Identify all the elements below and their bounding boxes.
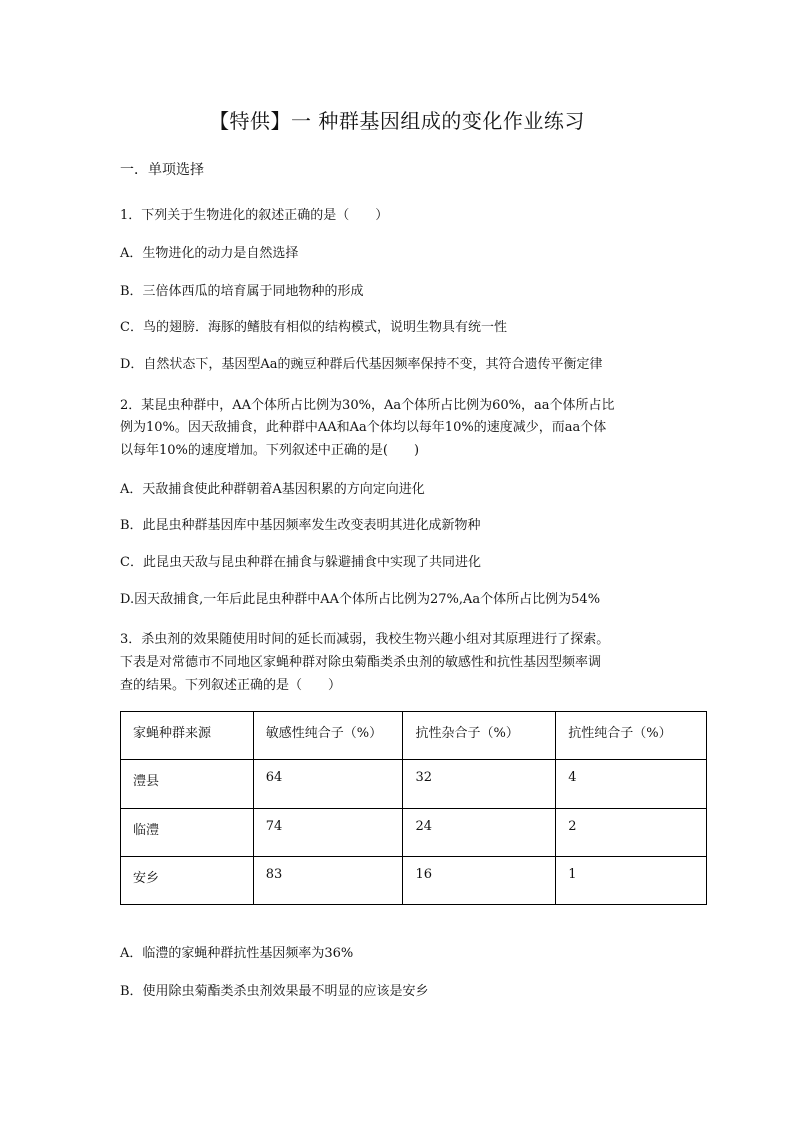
q2-option-c: C．此昆虫天敌与昆虫种群在捕食与躲避捕食中实现了共同进化 <box>120 555 481 570</box>
table-cell: 74 <box>253 809 403 857</box>
q2-option-a: A．天敌捕食使此种群朝着A基因积累的方向定向进化 <box>120 482 425 497</box>
q1-option-c: C．鸟的翅膀．海豚的鳍肢有相似的结构模式，说明生物具有统一性 <box>120 320 507 335</box>
table-row <box>121 809 707 857</box>
q3-option-b: B．使用除虫菊酯类杀虫剂效果最不明显的应该是安乡 <box>120 984 429 999</box>
table-cell: 1 <box>556 857 707 905</box>
q2-option-b: B．此昆虫种群基因库中基因频率发生改变表明其进化成新物种 <box>120 518 481 533</box>
table-cell: 32 <box>403 760 556 809</box>
table-cell: 澧县 <box>121 760 254 809</box>
table-cell: 安乡 <box>121 857 254 905</box>
q3-stem-line-1: 3．杀虫剂的效果随使用时间的延长而减弱，我校生物兴趣小组对其原理进行了探索。 <box>120 632 610 647</box>
table-cell: 24 <box>403 809 556 857</box>
table-cell: 64 <box>253 760 403 809</box>
q3-stem-line-3: 查的结果。下列叙述正确的是（ ） <box>120 678 342 693</box>
q2-stem-line-1: 2．某昆虫种群中，AA个体所占比例为30%，Aa个体所占比例为60%，aa个体所占比 <box>120 398 615 413</box>
q3-stem-line-2: 下表是对常德市不同地区家蝇种群对除虫菊酯类杀虫剂的敏感性和抗性基因型频率调 <box>120 655 602 670</box>
table-cell: 83 <box>253 857 403 905</box>
section-heading: 一．单项选择 <box>120 162 204 178</box>
data-table <box>120 711 707 905</box>
table-cell: 16 <box>403 857 556 905</box>
q1-stem: 1．下列关于生物进化的叙述正确的是（ ） <box>120 208 389 223</box>
q3-option-a: A．临澧的家蝇种群抗性基因频率为36% <box>120 946 354 961</box>
q2-stem-line-3: 以每年10%的速度增加。下列叙述中正确的是( ) <box>120 443 420 458</box>
table-cell: 临澧 <box>121 809 254 857</box>
table-header-row <box>121 712 707 760</box>
table-row <box>121 760 707 809</box>
q2-stem-line-2: 例为10%。因天敌捕食，此种群中AA和Aa个体均以每年10%的速度减少，而aa个体 <box>120 420 607 435</box>
page-title: 【特供】一 种群基因组成的变化作业练习 <box>209 109 585 133</box>
table-header-cell: 敏感性纯合子（%） <box>253 712 403 760</box>
table-cell: 4 <box>556 760 707 809</box>
table-row <box>121 857 707 905</box>
q1-option-d: D．自然状态下，基因型Aa的豌豆种群后代基因频率保持不变，其符合遗传平衡定律 <box>120 357 603 372</box>
table-header-cell: 抗性杂合子（%） <box>403 712 556 760</box>
table-header-cell: 抗性纯合子（%） <box>556 712 707 760</box>
q1-option-b: B．三倍体西瓜的培育属于同地物种的形成 <box>120 284 364 299</box>
q1-option-a: A．生物进化的动力是自然选择 <box>120 246 299 261</box>
q2-option-d: D.因天敌捕食,一年后此昆虫种群中AA个体所占比例为27%,Aa个体所占比例为54% <box>120 592 601 607</box>
table-cell: 2 <box>556 809 707 857</box>
table-header-cell: 家蝇种群来源 <box>121 712 254 760</box>
